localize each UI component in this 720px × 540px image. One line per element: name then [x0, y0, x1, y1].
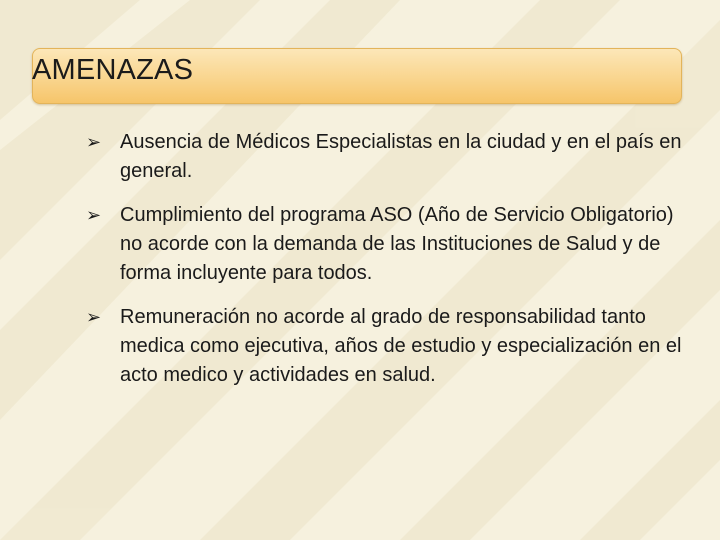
bullet-item — [86, 128, 686, 186]
arrow-bullet-icon: ➢ — [86, 307, 102, 327]
bullet-list — [86, 128, 686, 405]
bullet-item — [86, 303, 686, 390]
slide-title: AMENAZAS — [32, 54, 194, 86]
bullet-text: Cumplimiento del programa ASO (Año de Servicio Obligatorio) no acorde con la demanda de las Instituciones de Salud y de forma incluyente para todos. — [120, 204, 674, 284]
arrow-bullet-icon: ➢ — [86, 132, 102, 152]
arrow-bullet-icon: ➢ — [86, 205, 102, 225]
bullet-item — [86, 201, 686, 288]
bullet-text: Ausencia de Médicos Especialistas en la ciudad y en el país en general. — [120, 131, 682, 182]
bullet-text: Remuneración no acorde al grado de responsabilidad tanto medica como ejecutiva, años de estudio y especialización en el acto medico y actividades en salud. — [120, 306, 682, 386]
